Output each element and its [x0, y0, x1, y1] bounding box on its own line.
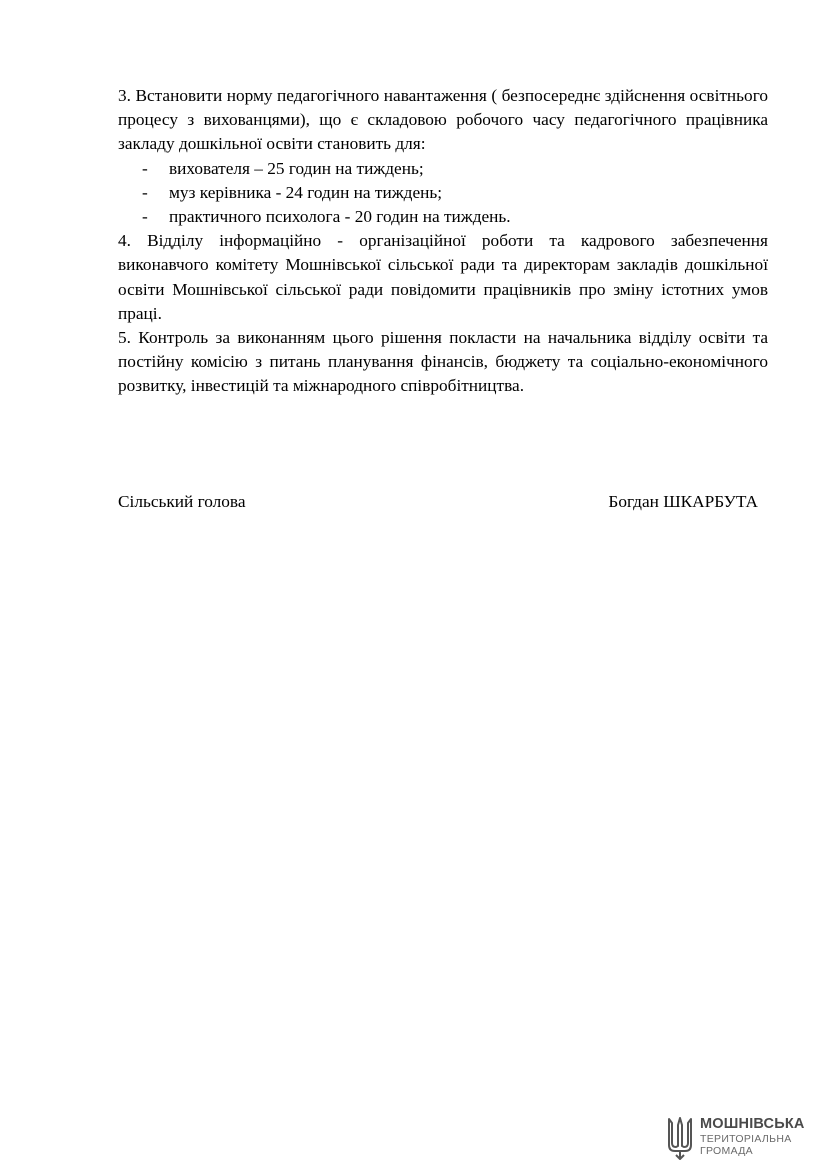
- list-item: [118, 181, 768, 205]
- watermark-subtitle-2: ГРОМАДА: [700, 1145, 753, 1157]
- document-body: [118, 84, 768, 399]
- item-3-paragraph: 3. Встановити норму педагогічного навантаження ( безпосереднє здійснення освітнього процесу з вихованцями), що є складовою робочого часу педагогічного працівника закладу дошкільної освіти становить для:: [118, 86, 768, 154]
- watermark-title: МОШНІВСЬКА: [700, 1116, 805, 1132]
- list-dash: -: [142, 207, 148, 227]
- list-item-text: муз керівника - 24 годин на тиждень;: [169, 182, 443, 202]
- item-5-paragraph: 5. Контроль за виконанням цього рішення покласти на начальника відділу освіти та постійну комісію з питань планування фінансів, бюджету та соціально-економічного розвитку, інвестицій та міжнародного співробітництва.: [118, 328, 768, 396]
- item-4-paragraph: 4. Відділу інформаційно - організаційної роботи та кадрового забезпечення виконавчого комітету Мошнівської сільської ради та директорам закладів дошкільної освіти Мошнівської сільської ради повідомити працівників про зміну істотних умов праці.: [118, 231, 768, 323]
- list-item-text: вихователя – 25 годин на тиждень;: [169, 158, 424, 178]
- signatory-position: Сільський голова: [118, 492, 246, 511]
- list-dash: -: [142, 158, 148, 178]
- list-dash: -: [142, 182, 148, 202]
- list-item: [118, 205, 768, 229]
- trident-icon: [666, 1115, 694, 1161]
- list-item: [118, 157, 768, 181]
- watermark-subtitle-1: ТЕРИТОРІАЛЬНА: [700, 1133, 792, 1145]
- signatory-name: Богдан ШКАРБУТА: [608, 492, 758, 511]
- community-watermark: [666, 1113, 816, 1161]
- workload-list: [118, 157, 768, 230]
- list-item-text: практичного психолога - 20 годин на тиждень.: [169, 207, 511, 227]
